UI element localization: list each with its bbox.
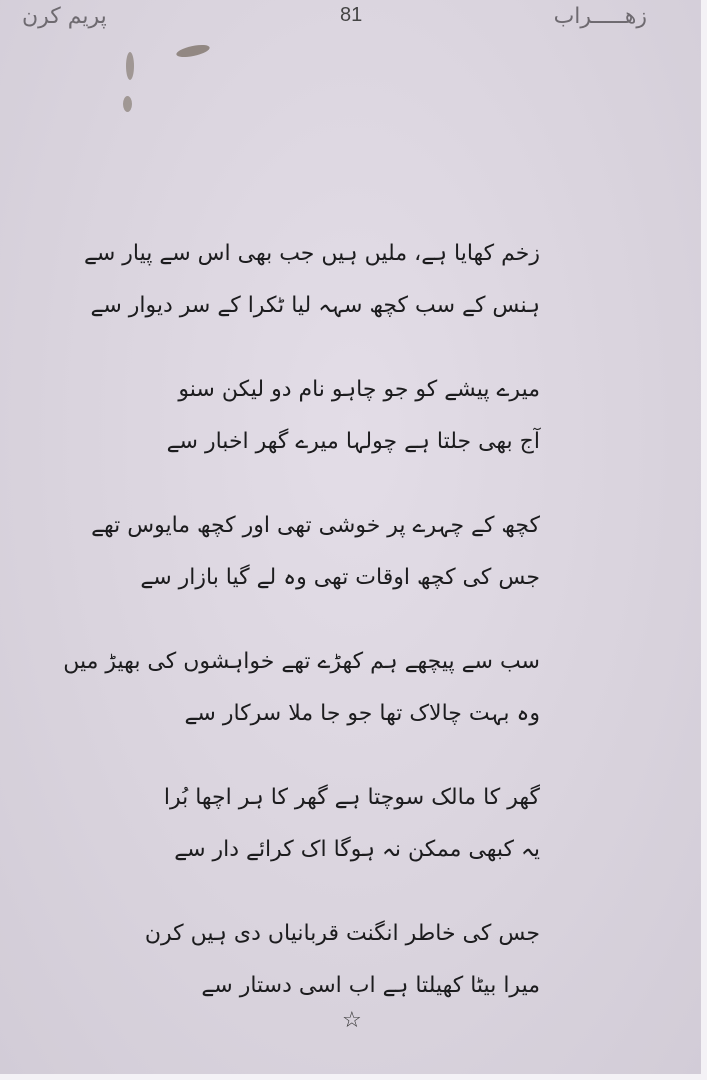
end-star-icon: ☆ bbox=[342, 1008, 362, 1033]
poem-line: جس کی خاطر انگنت قربانیاں دی ہیں کرن bbox=[144, 921, 540, 946]
poem-line: آج بھی جلتا ہے چولہا میرے گھر اخبار سے bbox=[166, 429, 540, 454]
stanza bbox=[166, 364, 540, 500]
poem-line: کچھ کے چہرے پر خوشی تھی اور کچھ مایوس تھے bbox=[91, 513, 540, 538]
poem-line: میرا بیٹا کھیلتا ہے اب اسی دستار سے bbox=[201, 973, 540, 998]
poem-line: ہنس کے سب کچھ سہہ لیا ٹکرا کے سر دیوار سے bbox=[90, 293, 540, 318]
poem-line: جس کی کچھ اوقات تھی وہ لے گیا بازار سے bbox=[140, 565, 540, 590]
stanza bbox=[91, 500, 540, 636]
poem-body bbox=[63, 228, 540, 1044]
poem-line: گھر کا مالک سوچتا ہے گھر کا ہر اچھا بُرا bbox=[163, 785, 540, 810]
header-book-title: زهـــــراب bbox=[553, 4, 647, 29]
ink-stain bbox=[175, 43, 210, 60]
stanza bbox=[63, 636, 540, 772]
poem-line: یہ کبھی ممکن نہ ہوگا اک کرائے دار سے bbox=[174, 837, 540, 862]
poem-line: سب سے پیچھے ہم کھڑے تھے خواہشوں کی بھیڑ میں bbox=[63, 649, 540, 674]
header-author: پریم کرن bbox=[22, 4, 107, 29]
poem-line: زخم کھایا ہے، ملیں ہیں جب بھی اس سے پیار سے bbox=[83, 241, 540, 266]
stanza bbox=[163, 772, 540, 908]
poem-line: میرے پیشے کو جو چاہو نام دو لیکن سنو bbox=[178, 377, 540, 402]
page-edge-right bbox=[701, 0, 707, 1080]
page-edge-bottom bbox=[0, 1074, 707, 1080]
page-number: 81 bbox=[340, 4, 363, 26]
stanza bbox=[83, 228, 540, 364]
poem-line: وہ بہت چالاک تھا جو جا ملا سرکار سے bbox=[184, 701, 540, 726]
ink-stain bbox=[126, 52, 134, 80]
ink-stain bbox=[123, 96, 132, 112]
